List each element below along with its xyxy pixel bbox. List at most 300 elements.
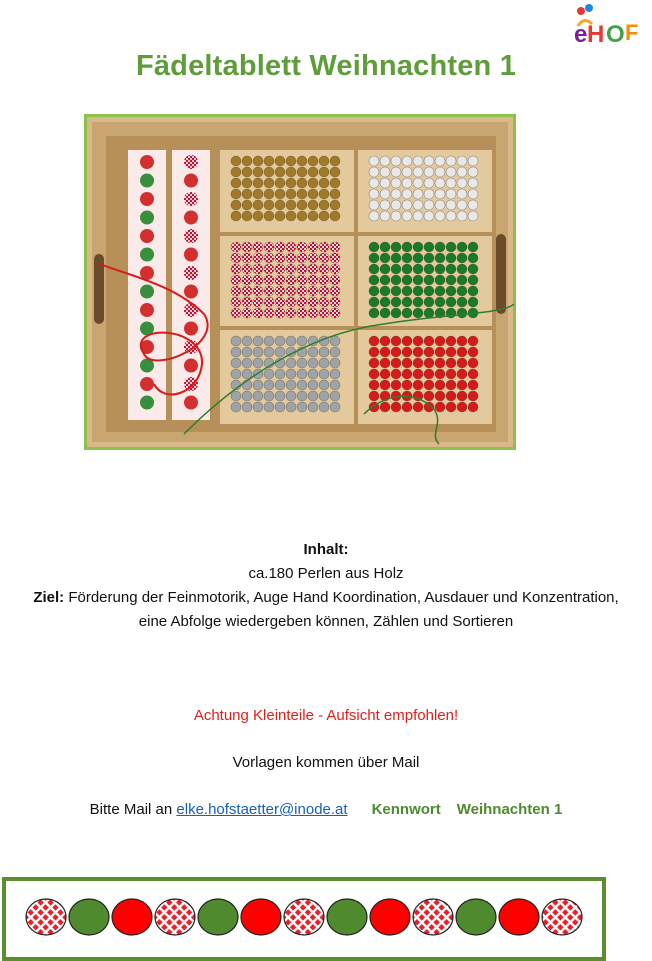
tray-bead (253, 297, 263, 307)
tray-bead (369, 156, 379, 166)
tray-bead (275, 402, 285, 412)
tray-bead (330, 242, 340, 252)
tray-bead (319, 297, 329, 307)
ziel-label: Ziel: (33, 589, 65, 606)
tray-bead (424, 336, 434, 346)
tray-bead (286, 211, 296, 221)
tray-bead (264, 156, 274, 166)
tray-bead (468, 347, 478, 357)
tray-bead (242, 242, 252, 252)
tray-bead (231, 358, 241, 368)
tray-bead (319, 358, 329, 368)
tray-bead (468, 264, 478, 274)
tray-bead (457, 189, 467, 199)
tray-bead (413, 380, 423, 390)
kennwort-label: Kennwort (371, 801, 441, 818)
tray-bead (369, 336, 379, 346)
tray-bead (286, 264, 296, 274)
tray-bead (330, 297, 340, 307)
tray-bead (369, 286, 379, 296)
tray-bead (308, 211, 318, 221)
tray-bead (468, 275, 478, 285)
tray-bead (424, 200, 434, 210)
tray-bead (253, 336, 263, 346)
tray-bead (319, 286, 329, 296)
tray-bead (264, 369, 274, 379)
tray-bead (424, 178, 434, 188)
tray-bead (330, 358, 340, 368)
tray-bead (264, 275, 274, 285)
tray-bead (297, 156, 307, 166)
tray-bead (275, 211, 285, 221)
tray-bead (297, 391, 307, 401)
card-dot (140, 248, 154, 262)
tray-bead (446, 369, 456, 379)
card-dot (140, 377, 154, 391)
tray-bead (391, 156, 401, 166)
tray-bead (424, 369, 434, 379)
tray-bead (402, 211, 412, 221)
tray-bead (391, 167, 401, 177)
tray-bead (435, 402, 445, 412)
tray-bead (319, 391, 329, 401)
bead-sequence-banner (2, 877, 606, 961)
tray-bead (231, 242, 241, 252)
tray-bead (319, 347, 329, 357)
inhalt-heading: Inhalt: (303, 541, 349, 558)
tray-bead (435, 380, 445, 390)
tray-bead (380, 358, 390, 368)
tray-bead (253, 167, 263, 177)
tray-bead (468, 156, 478, 166)
tray-bead (457, 211, 467, 221)
tray-bead (424, 308, 434, 318)
tray-bead (275, 336, 285, 346)
tray-bead (253, 275, 263, 285)
tray-bead (380, 242, 390, 252)
tray-bead (231, 178, 241, 188)
tray-bead (242, 336, 252, 346)
tray-bead (457, 380, 467, 390)
tray-bead (242, 308, 252, 318)
tray-bead (391, 253, 401, 263)
tray-bead (457, 264, 467, 274)
tray-bead (308, 156, 318, 166)
tray-bead (435, 297, 445, 307)
tray-bead (457, 286, 467, 296)
tray-bead (319, 189, 329, 199)
tray-bead (308, 264, 318, 274)
tray-bead (369, 308, 379, 318)
tray-bead (391, 358, 401, 368)
tray-bead (264, 242, 274, 252)
tray-bead (275, 391, 285, 401)
tray-bead (413, 358, 423, 368)
tray-bead (275, 178, 285, 188)
tray-bead (391, 369, 401, 379)
card-dot (140, 285, 154, 299)
tray-bead (369, 369, 379, 379)
tray-bead (457, 391, 467, 401)
tray-bead (446, 253, 456, 263)
bead-checker (26, 899, 66, 935)
tray-bead (319, 178, 329, 188)
tray-bead (413, 336, 423, 346)
tray-bead (330, 347, 340, 357)
tray-bead (413, 211, 423, 221)
tray-bead (231, 308, 241, 318)
tray-bead (424, 391, 434, 401)
tray-bead (435, 369, 445, 379)
card-dot (140, 211, 154, 225)
tray-bead (468, 211, 478, 221)
tray-bead (264, 286, 274, 296)
card-dot (140, 396, 154, 410)
tray-bead (468, 200, 478, 210)
tray-bead (402, 200, 412, 210)
tray-bead (264, 347, 274, 357)
tray-bead (468, 253, 478, 263)
tray-bead (319, 264, 329, 274)
tray-bead (297, 308, 307, 318)
tray-bead (297, 200, 307, 210)
tray-bead (264, 402, 274, 412)
tray-bead (264, 167, 274, 177)
tray-bead (275, 264, 285, 274)
tray-bead (253, 380, 263, 390)
tray-bead (424, 264, 434, 274)
mail-line (0, 801, 652, 818)
tray-bead (457, 275, 467, 285)
tray-bead (380, 178, 390, 188)
tray-bead (435, 167, 445, 177)
tray-bead (457, 167, 467, 177)
tray-bead (402, 242, 412, 252)
tray-bead (242, 275, 252, 285)
tray-bead (308, 200, 318, 210)
tray-bead (231, 336, 241, 346)
tray-bead (286, 297, 296, 307)
bead-green (69, 899, 109, 935)
tray-bead (308, 189, 318, 199)
tray-bead (435, 264, 445, 274)
tray-bead (297, 275, 307, 285)
tray-bead (231, 167, 241, 177)
tray-bead (308, 391, 318, 401)
tray-bead (264, 336, 274, 346)
tray-bead (413, 156, 423, 166)
tray-bead (424, 380, 434, 390)
svg-text:O: O (606, 21, 625, 48)
tray-bead (330, 156, 340, 166)
tray-bead (275, 369, 285, 379)
tray-bead (308, 380, 318, 390)
email-link[interactable]: elke.hofstaetter@inode.at (176, 801, 348, 818)
tray-bead (380, 156, 390, 166)
tray-bead (242, 286, 252, 296)
tray-bead (330, 253, 340, 263)
tray-bead (435, 286, 445, 296)
tray-bead (446, 200, 456, 210)
tray-bead (391, 297, 401, 307)
tray-bead (253, 402, 263, 412)
tray-bead (391, 178, 401, 188)
tray-bead (424, 253, 434, 263)
tray-bead (468, 358, 478, 368)
tray-bead (275, 253, 285, 263)
tray-bead (308, 242, 318, 252)
tray-bead (380, 275, 390, 285)
bead-red (499, 899, 539, 935)
tray-bead (402, 264, 412, 274)
tray-bead (319, 308, 329, 318)
tray-bead (413, 242, 423, 252)
tray-bead (446, 211, 456, 221)
mail-prefix: Bitte Mail an (89, 801, 177, 818)
tray-bead (435, 275, 445, 285)
tray-bead (468, 336, 478, 346)
tray-bead (424, 358, 434, 368)
tray-bead (286, 189, 296, 199)
ziel-text-1: Förderung der Feinmotorik, Auge Hand Koordination, Ausdauer und Konzentration, (64, 589, 619, 606)
tray-bead (380, 308, 390, 318)
tray-bead (380, 211, 390, 221)
tray-bead (369, 178, 379, 188)
tray-bead (391, 211, 401, 221)
tray-bead (330, 391, 340, 401)
tray-bead (297, 358, 307, 368)
tray-bead (286, 308, 296, 318)
tray-bead (319, 253, 329, 263)
tray-bead (380, 336, 390, 346)
tray-bead (275, 297, 285, 307)
bead-red (370, 899, 410, 935)
tray-bead (308, 286, 318, 296)
tray-bead (286, 391, 296, 401)
tray-bead (242, 167, 252, 177)
card-dot (184, 322, 198, 336)
tray-bead (369, 380, 379, 390)
tray-bead (264, 297, 274, 307)
card-dot (184, 248, 198, 262)
tray-bead (286, 369, 296, 379)
tray-bead (413, 264, 423, 274)
tray-bead (242, 297, 252, 307)
tray-bead (391, 380, 401, 390)
tray-bead (468, 178, 478, 188)
tray-bead (330, 369, 340, 379)
tray-bead (446, 242, 456, 252)
tray-bead (413, 347, 423, 357)
tray-bead (297, 242, 307, 252)
tray-bead (242, 264, 252, 274)
tray-bead (319, 211, 329, 221)
card-dot (140, 155, 154, 169)
tray-bead (402, 336, 412, 346)
card-dot (184, 285, 198, 299)
tray-bead (369, 200, 379, 210)
tray-bead (380, 189, 390, 199)
tray-bead (413, 178, 423, 188)
svg-text:H: H (587, 21, 605, 48)
tray-bead (446, 286, 456, 296)
tray-bead (231, 402, 241, 412)
tray-bead (231, 253, 241, 263)
tray-bead (264, 178, 274, 188)
tray-bead (391, 275, 401, 285)
tray-bead (369, 167, 379, 177)
bead-red (112, 899, 152, 935)
tray-bead (468, 189, 478, 199)
tray-bead (308, 358, 318, 368)
tray-bead (264, 264, 274, 274)
tray-bead (297, 336, 307, 346)
tray-bead (308, 347, 318, 357)
tray-bead (413, 308, 423, 318)
tray-bead (308, 297, 318, 307)
tray-bead (402, 156, 412, 166)
tray-bead (413, 275, 423, 285)
tray-bead (286, 275, 296, 285)
tray-bead (402, 253, 412, 263)
tray-bead (380, 347, 390, 357)
tray-bead (424, 211, 434, 221)
tray-bead (380, 253, 390, 263)
tray-bead (286, 336, 296, 346)
tray-bead (253, 264, 263, 274)
tray-bead (424, 275, 434, 285)
tray-bead (468, 391, 478, 401)
tray-bead (424, 297, 434, 307)
tray-bead (242, 391, 252, 401)
bead-checker (542, 899, 582, 935)
tray-bead (253, 211, 263, 221)
tray-bead (319, 402, 329, 412)
tray-bead (413, 369, 423, 379)
tray-bead (264, 380, 274, 390)
tray-bead (391, 189, 401, 199)
tray-bead (391, 264, 401, 274)
tray-bead (286, 402, 296, 412)
tray-bead (330, 189, 340, 199)
tray-bead (286, 380, 296, 390)
tray-bead (330, 275, 340, 285)
card-dot (184, 359, 198, 373)
tray-bead (369, 211, 379, 221)
tray-bead (231, 297, 241, 307)
tray-bead (380, 369, 390, 379)
tray-bead (424, 156, 434, 166)
tray-bead (297, 167, 307, 177)
tray-bead (391, 402, 401, 412)
tray-bead (457, 347, 467, 357)
tray-bead (319, 242, 329, 252)
card-dot (184, 211, 198, 225)
card-dot (140, 192, 154, 206)
tray-bead (253, 308, 263, 318)
tray-bead (253, 200, 263, 210)
tray-bead (330, 264, 340, 274)
tray-bead (457, 358, 467, 368)
tray-bead (380, 297, 390, 307)
tray-bead (297, 369, 307, 379)
tray-bead (369, 297, 379, 307)
tray-bead (457, 297, 467, 307)
tray-bead (231, 189, 241, 199)
tray-bead (297, 380, 307, 390)
tray-bead (275, 200, 285, 210)
tray-bead (286, 242, 296, 252)
tray-bead (424, 347, 434, 357)
bead-green (198, 899, 238, 935)
tray-bead (308, 178, 318, 188)
tray-bead (308, 308, 318, 318)
tray-bead (413, 253, 423, 263)
bead-green (456, 899, 496, 935)
tray-bead (446, 336, 456, 346)
tray-bead (264, 253, 274, 263)
tray-bead (308, 275, 318, 285)
tray-bead (435, 189, 445, 199)
tray-bead (242, 156, 252, 166)
tray-bead (380, 380, 390, 390)
tray-bead (435, 211, 445, 221)
tray-bead (435, 200, 445, 210)
tray-bead (275, 156, 285, 166)
tray-bead (253, 242, 263, 252)
tray-bead (424, 286, 434, 296)
tray-bead (446, 391, 456, 401)
tray-bead (275, 286, 285, 296)
tray-bead (369, 347, 379, 357)
tray-bead (413, 402, 423, 412)
tray-bead (435, 242, 445, 252)
tray-bead (435, 347, 445, 357)
tray-bead (457, 200, 467, 210)
tray-bead (330, 336, 340, 346)
tray-bead (231, 264, 241, 274)
tray-bead (402, 178, 412, 188)
tray-bead (242, 402, 252, 412)
tray-bead (402, 275, 412, 285)
tray-bead (413, 297, 423, 307)
card-dot (184, 229, 198, 243)
ziel-line (0, 589, 652, 606)
tray-bead (297, 189, 307, 199)
tray-bead (402, 189, 412, 199)
hof-logo (572, 2, 642, 48)
tray-bead (391, 200, 401, 210)
tray-bead (435, 253, 445, 263)
tray-bead (330, 200, 340, 210)
tray-bead (297, 264, 307, 274)
svg-text:F: F (625, 20, 639, 45)
card-dot (140, 303, 154, 317)
card-dot (184, 174, 198, 188)
tray-bead (380, 286, 390, 296)
tray-bead (446, 402, 456, 412)
tray-bead (330, 402, 340, 412)
tray-bead (319, 275, 329, 285)
tray-bead (308, 369, 318, 379)
tray-bead (330, 286, 340, 296)
tray-bead (275, 242, 285, 252)
tray-bead (286, 253, 296, 263)
tray-bead (380, 264, 390, 274)
tray-bead (253, 189, 263, 199)
tray-bead (264, 211, 274, 221)
tray-bead (253, 156, 263, 166)
